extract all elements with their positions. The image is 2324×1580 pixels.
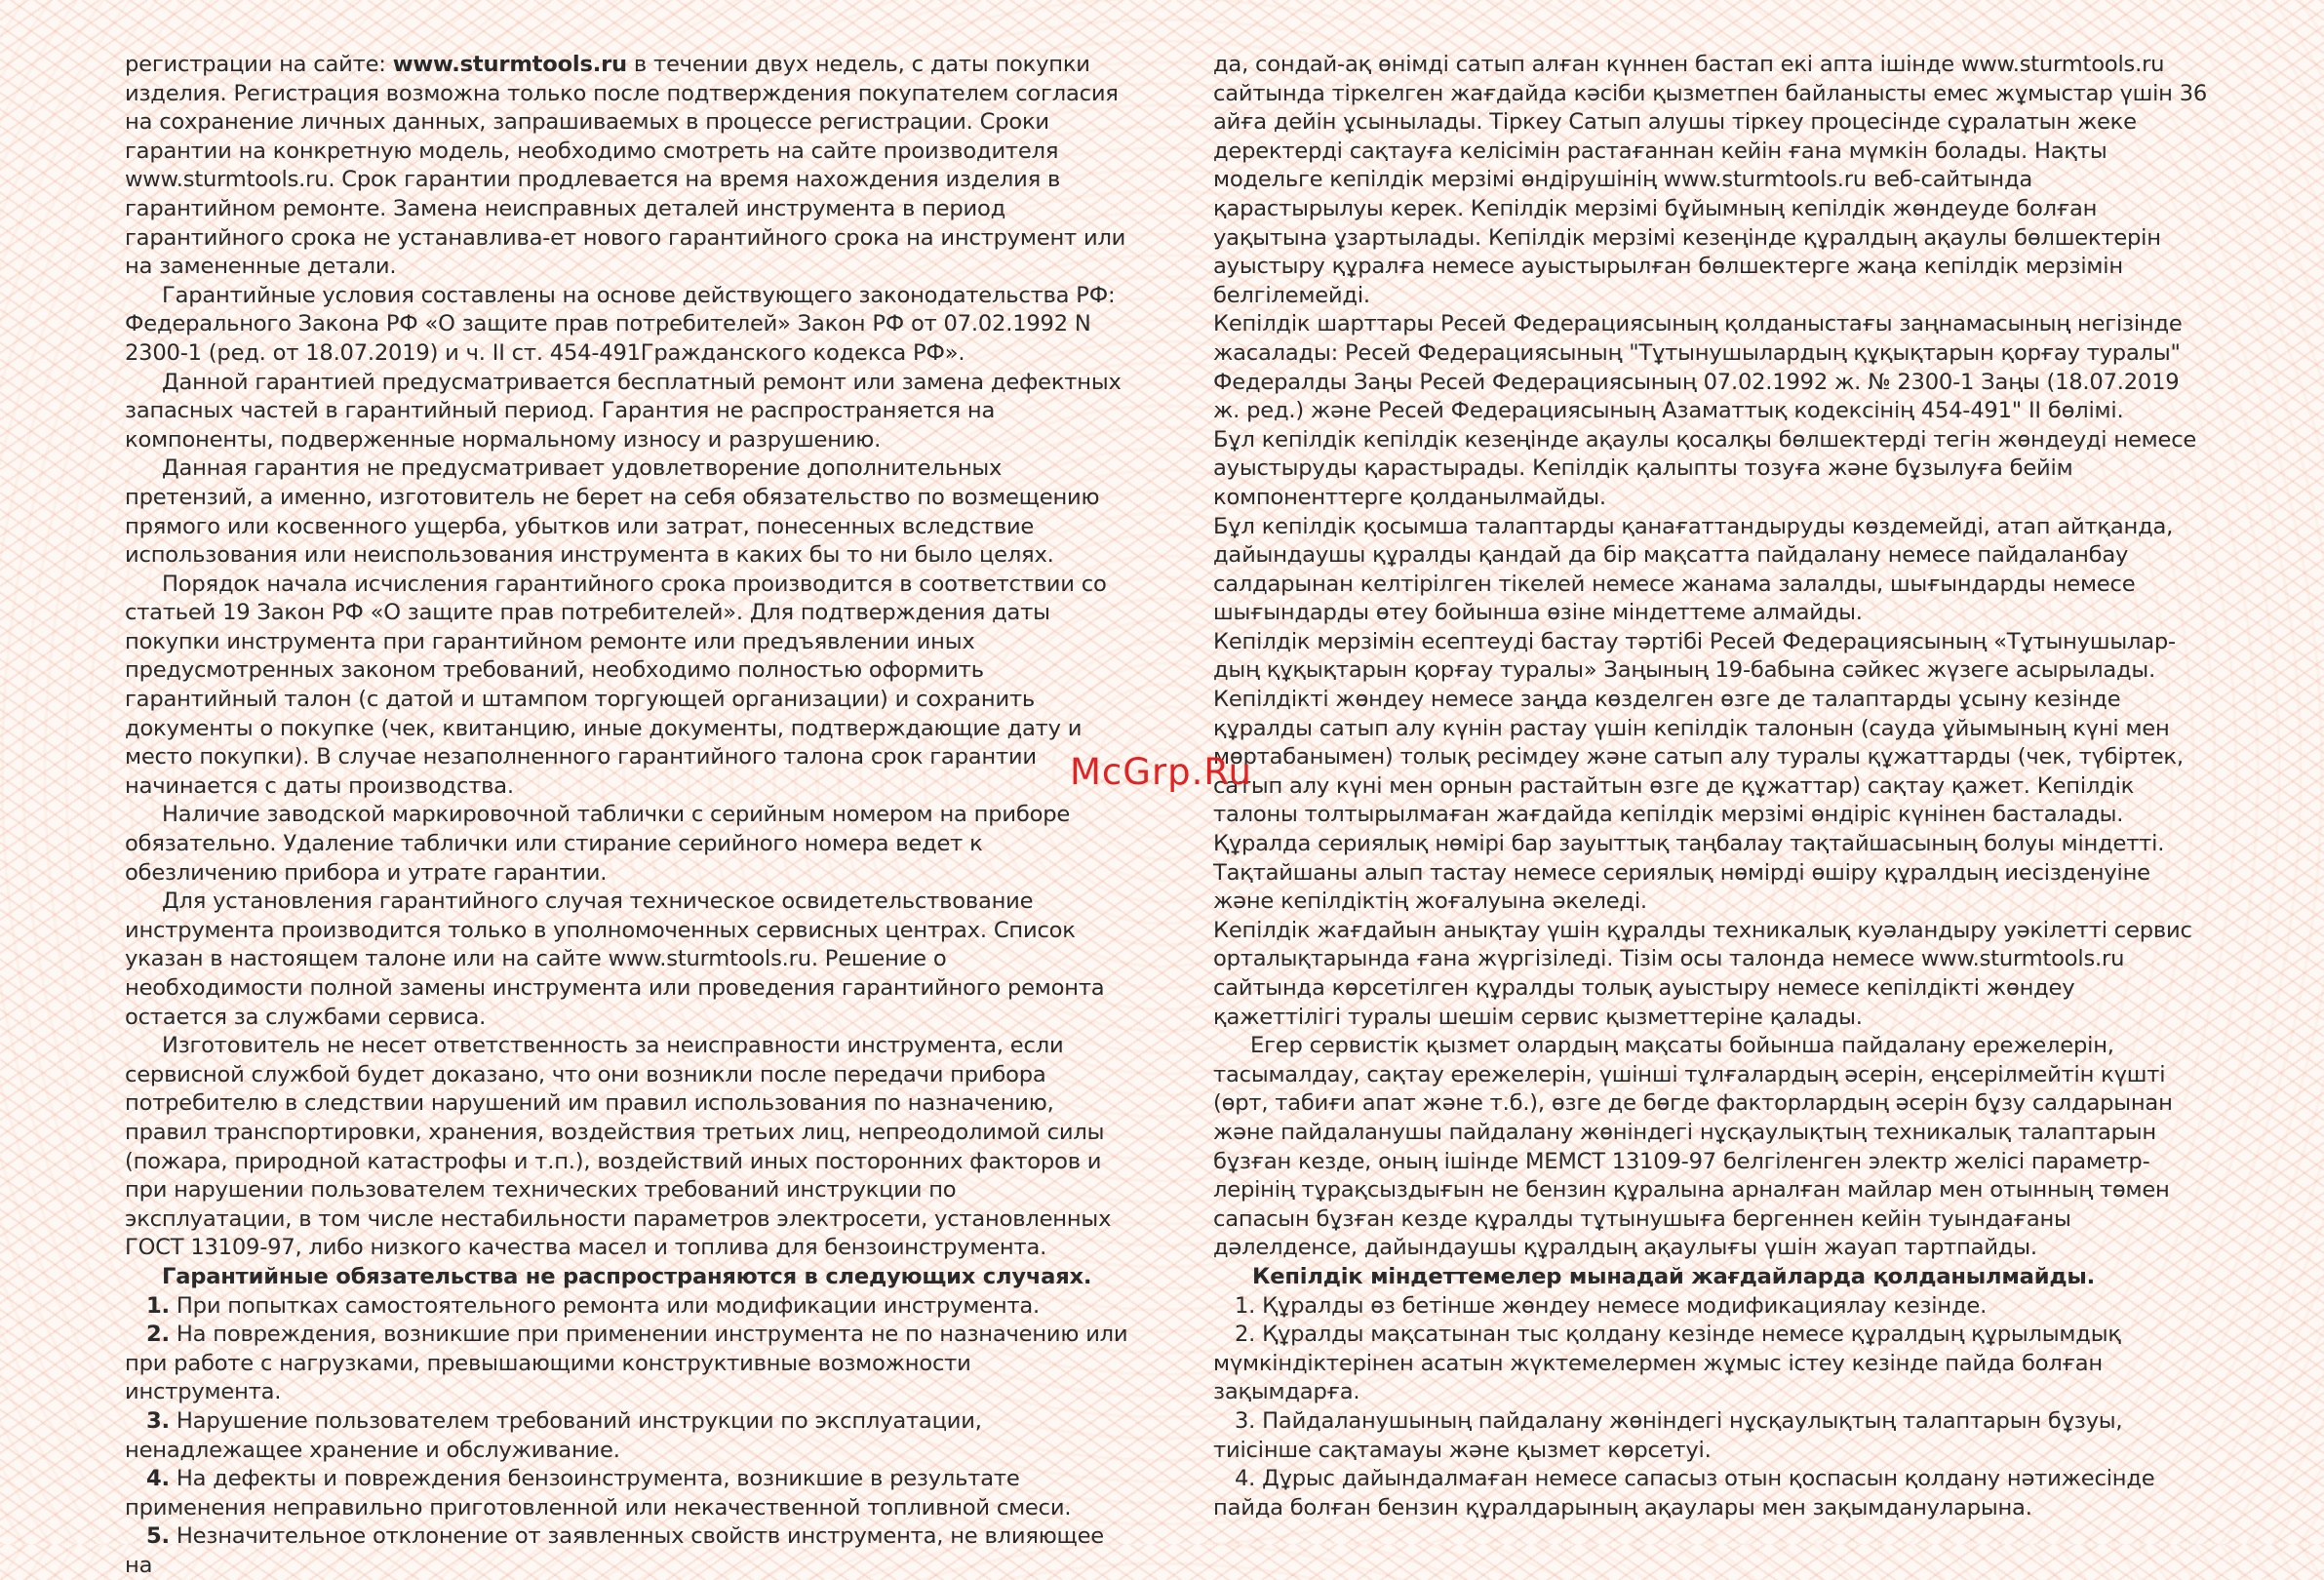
paragraph-warranty-start-kz: Кепілдік мерзімін есептеуді бастау тәртібі Ресей Федерациясының «Тұтынушылар-дың құқықтарын қорғау туралы» Заңының 19-бабына сәйкес жүзеге асырылады. Кепілдікті жөндеу немесе заңда көзделген өзге де талаптарды ұсыну кезінде құралды сатып алу күнін растау үшін кепілдік талонын (сауда ұйымының күні мен мөртабанымен) толық ресімдеу және сатып алу туралы құжаттарды (чек, түбіртек, сатып алу күні мен орнын растайтын өзге де құжаттар) сақтау қажет. Кепілдік талоны толтырылмаған жағдайда кепілдік мерзімі өндіріс күнінен басталады.: [1213, 628, 2184, 828]
paragraph-serial-plate-kz: Құралда сериялық нөмірі бар зауыттық таңбалау тақтайшасының болуы міндетті. Тақтайшаны алып тастау немесе сериялық нөмірді өшіру құралдың иесізденуіне және кепілдіктің жоғалуына әкеледі.: [1213, 831, 2165, 915]
paragraph-warranty-start: Порядок начала исчисления гарантийного срока производится в соответствии со статьей 19 Закон РФ «О защите прав потребителей». Для подтверждения даты покупки инструмента при гарантийном ремонте или предъявлении иных предусмотренных законом требований, необходимо полностью оформить гарантийный талон (с датой и штампом торгующей организации) и сохранить документы о покупке (чек, квитанцию, иные документы, подтверждающие дату и место покупки). В случае незаполненного гарантийного талона срок гарантии начинается с даты производства.: [125, 571, 1107, 799]
exclusion-item: 5. Незначительное отклонение от заявленных свойств инструмента, не влияющее на: [125, 1523, 1105, 1578]
exclusions-heading: Гарантийные обязательства не распространяются в следующих случаях.: [162, 1263, 1092, 1289]
paragraph-registration: регистрации на сайте: www.sturmtools.ru в течении двух недель, с даты покупки изделия. Регистрация возможна только после подтверждения покупателем согласия на сохранение личных данных, запрашиваемых в процессе регистрации. Сроки гарантии на конкретную модель, необходимо смотреть на сайте производителя www.sturmtools.ru. Срок гарантии продлевается на время нахождения изделия в гарантийном ремонте. Замена неисправных деталей инструмента в период гарантийного срока не устанавлива-ет нового гарантийного срока на инструмент или на замененные детали.: [125, 52, 1126, 280]
paragraph-no-extra-claims-kz: Бұл кепілдік қосымша талаптарды қанағаттандыруды көздемейді, атап айтқанда, дайындаушы құралды қандай да бір мақсатта пайдалану немесе пайдаланбау салдарынан келтірілген тікелей немесе жанама залалды, шығындарды немесе шығындарды өтеу бойынша өзіне міндеттеме алмайды.: [1213, 513, 2174, 626]
paragraph-legal-basis: Гарантийные условия составлены на основе действующего законодательства РФ: Федерального Закона РФ «О защите прав потребителей» Закон РФ от 07.02.1992 N 2300-1 (ред. от 18.07.2019) и ч. II ст. 454-491Гражданского кодекса РФ».: [125, 282, 1116, 366]
exclusions-heading-kz: Кепілдік міндеттемелер мынадай жағдайларда қолданылмайды.: [1252, 1263, 2095, 1289]
exclusion-item: 2. На повреждения, возникшие при применении инструмента не по назначению или при работе с нагрузками, превышающими конструктивные возможности инструмента.: [125, 1322, 1128, 1405]
paragraph-no-extra-claims: Данная гарантия не предусматривает удовлетворение дополнительных претензий, а именно, изготовитель не берет на себя обязательство по возмещению прямого или косвенного ущерба, убытков или затрат, понесенных вследствие использования или неиспользования инструмента в каких бы то ни было целях.: [125, 455, 1100, 569]
paragraph-free-repair: Данной гарантией предусматривается бесплатный ремонт или замена дефектных запасных частей в гарантийный период. Гарантия не распространяется на компоненты, подверженные нормальному износу и разрушению.: [125, 369, 1122, 453]
paragraph-service-centers: Для установления гарантийного случая техническое освидетельствование инструмента производится только в уполномоченных сервисных центрах. Список указан в настоящем талоне или на сайте www.sturmtools.ru. Решение о необходимости полной замены инструмента или проведения гарантийного ремонта остается за службами сервиса.: [125, 889, 1105, 1030]
exclusion-item-kz: 3. Пайдаланушының пайдалану жөніндегі нұсқаулықтың талаптарын бұзуы, тиісінше сақтамауы және қызмет көрсетуі.: [1213, 1407, 2123, 1463]
paragraph-registration-kz: да, сондай-ақ өнімді сатып алған күннен бастап екі апта ішінде www.sturmtools.ru сайтында тіркелген жағдайда кәсіби қызметпен байланысты емес жұмыстар үшін 36 айға дейін ұсынылады. Тіркеу Сатып алушы тіркеу процесінде сұралатын жеке деректерді сақтауға келісімін растағаннан кейін ғана мүмкін болады. Нақты модельге кепілдік мерзімі өндірушінің www.sturmtools.ru веб-сайтында қарастырылуы керек. Кепілдік мерзімі бұйымның кепілдік жөндеуде болған уақытына ұзартылады. Кепілдік мерзімі кезеңінде құралдың ақаулы бөлшектерін ауыстыру құралға немесе ауыстырылған бөлшектерге жаңа кепілдік мерзімін белгілемейді.: [1213, 52, 2208, 308]
paragraph-liability: Изготовитель не несет ответственность за неисправности инструмента, если сервисной службой будет доказано, что они возникли после передачи прибора потребителю в следствии нарушений им правил использования по назначению, правил транспортировки, хранения, воздействия третьих лиц, непреодолимой силы (пожара, природной катастрофы и т.п.), воздействий иных посторонних факторов и при нарушении пользователем технических требований инструкции по эксплуатации, в том числе нестабильности параметров электросети, установленных ГОСТ 13109-97, либо низкого качества масел и топлива для бензоинструмента.: [125, 1033, 1112, 1261]
paragraph-liability-kz: Егер сервистік қызмет олардың мақсаты бойынша пайдалану ережелерін, тасымалдау, сақтау ережелерін, үшінші тұлғалардың әсерін, еңсерілмейтін күшті (өрт, табиғи апат және т.б.), өзге де бөгде факторлардың әсерін бұзу салдарынан және пайдаланушы пайдалану жөніндегі нұсқаулықтың техникалық талаптарын бұзған кезде, оның ішінде МЕМСТ 13109-97 белгіленген электр желісі параметр-лерінің тұрақсыздығын не бензин құралына арналған майлар мен отынның төмен сапасын бұзған кезде құралды тұтынушыға бергеннен кейін туындағаны дәлелденсе, дайындаушы құралдың ақаулығы үшін жауап тартпайды.: [1213, 1033, 2173, 1261]
paragraph-free-repair-kz: Бұл кепілдік кепілдік кезеңінде ақаулы қосалқы бөлшектерді тегін жөндеуді немесе ауыстыруды қарастырады. Кепілдік қалыпты тозуға және бұзылуға бейім компоненттерге қолданылмайды.: [1213, 426, 2197, 510]
exclusion-item: 4. На дефекты и повреждения бензоинструмента, возникшие в результате применения неправильно приготовленной или некачественной топливной смеси.: [125, 1466, 1072, 1521]
exclusion-item: 3. Нарушение пользователем требований инструкции по эксплуатации, ненадлежащее хранение и обслуживание.: [125, 1407, 982, 1463]
paragraph-legal-basis-kz: Кепілдік шарттары Ресей Федерациясының қолданыстағы заңнамасының негізінде жасалады: Ресей Федерациясының "Тұтынушылардың құқықтарын қорғау туралы" Федералды Заңы Ресей Федерациясының 07.02.1992 ж. № 2300-1 Заңы (18.07.2019 ж. ред.) және Ресей Федерациясының Азаматтық кодексінің 454-491" II бөлімі.: [1213, 311, 2183, 424]
russian-column: [125, 51, 1129, 1580]
exclusion-item-kz: 2. Құралды мақсатынан тыс қолдану кезінде немесе құралдың құрылымдық мүмкіндіктерінен асатын жүктемелермен жұмыс істеу кезінде пайда болған зақымдарға.: [1213, 1322, 2121, 1405]
exclusion-item-kz: 4. Дұрыс дайындалмаған немесе сапасыз отын қоспасын қолдану нәтижесінде пайда болған бензин құралдарының ақаулары мен зақымдануларына.: [1213, 1466, 2155, 1521]
paragraph-serial-plate: Наличие заводской маркировочной таблички с серийным номером на приборе обязательно. Удаление таблички или стирание серийного номера ведет к обезличению прибора и утрате гарантии.: [125, 802, 1071, 886]
exclusion-item: 1. При попытках самостоятельного ремонта или модификации инструмента.: [146, 1292, 1041, 1319]
site-watermark: McGrp.Ru: [1070, 751, 1252, 793]
website-url: www.sturmtools.ru: [392, 52, 627, 77]
paragraph-service-centers-kz: Кепілдік жағдайын анықтау үшін құралды техникалық куәландыру уәкілетті сервис орталықтарында ғана жүргізіледі. Тізім осы талонда немесе www.sturmtools.ru сайтында көрсетілген құралды толық ауыстыру немесе кепілдікті жөндеу қажеттілігі туралы шешім сервис қызметтеріне қалады.: [1213, 917, 2192, 1030]
exclusion-item-kz: 1. Құралды өз бетінше жөндеу немесе модификациялау кезінде.: [1235, 1292, 1988, 1319]
kazakh-column: [1213, 51, 2208, 1522]
